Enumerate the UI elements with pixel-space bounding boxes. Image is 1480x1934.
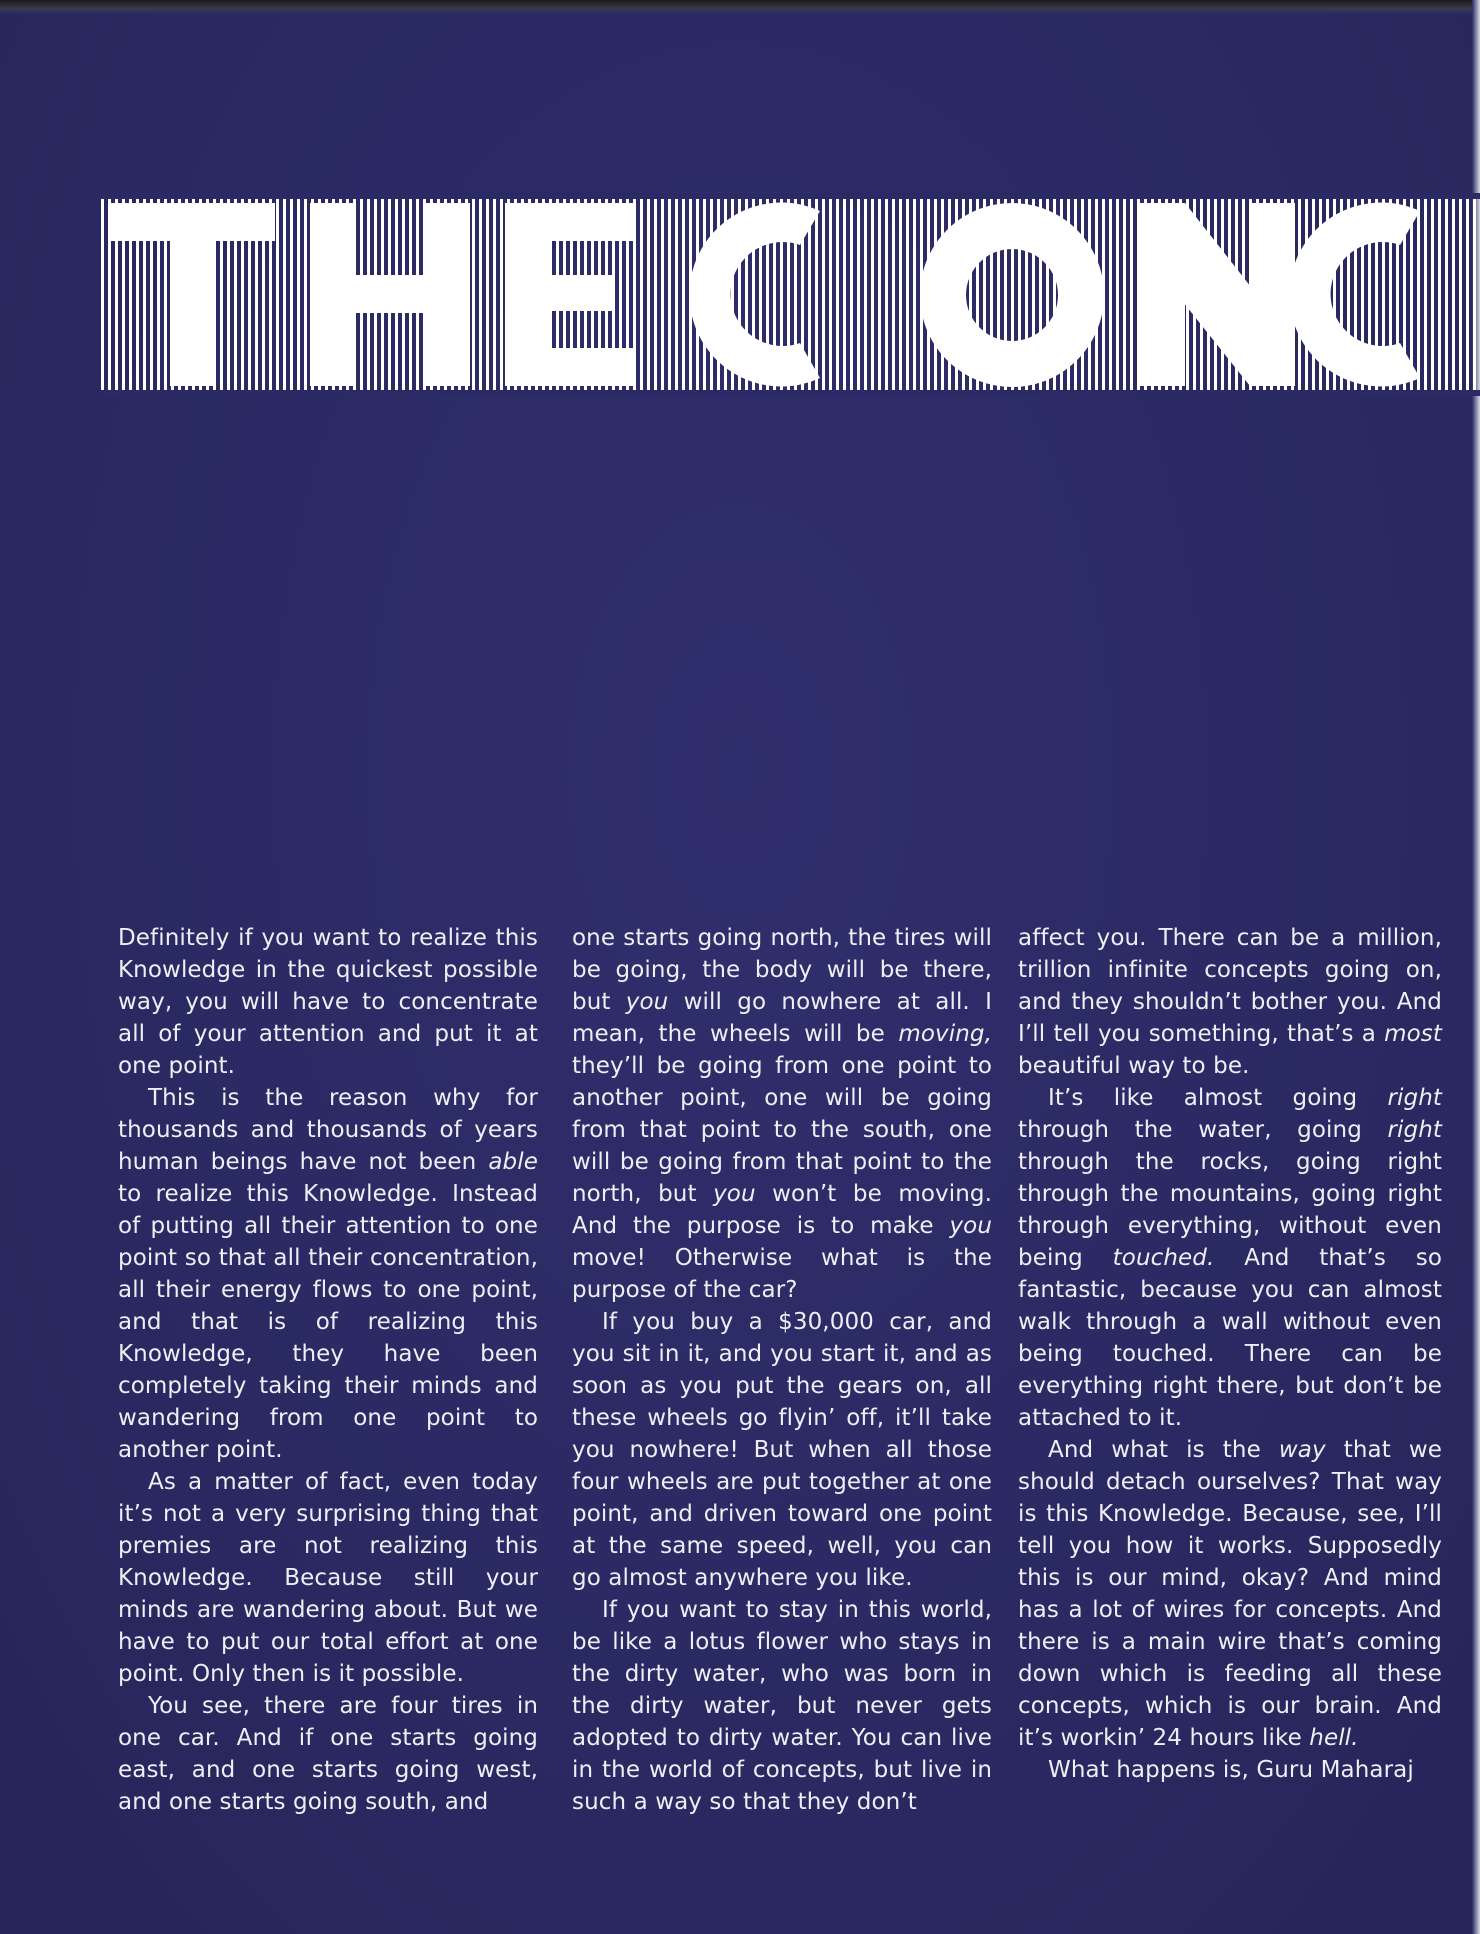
emphasis-text: hell. <box>1309 1725 1359 1751</box>
article-paragraph <box>1018 1434 1442 1754</box>
emphasis-text: most <box>1384 1021 1442 1047</box>
title-striped-lettering <box>100 193 1480 396</box>
paragraph-text: What happens is, Guru Maharaj <box>1048 1757 1414 1783</box>
article-paragraph <box>1018 922 1442 1082</box>
paragraph-text: Definitely if you want to realize this Knowledge in the quickest possible way, you will have to concentrate all of your attention and put it at one point. <box>118 925 538 1079</box>
emphasis-text: touched. <box>1112 1245 1215 1271</box>
paragraph-text: beautiful way to be. <box>1018 1053 1250 1079</box>
paragraph-text: through the rocks, going right through the mountains, going right through everything, without even being <box>1018 1149 1442 1271</box>
paragraph-text: As a matter of fact, even today it’s not a very surprising thing that premies are not realizing this Knowledge. Because still your minds are wandering about. But we have to put our total effort at one point. Only then is it possible. <box>118 1469 538 1687</box>
emphasis-text: way <box>1278 1437 1326 1463</box>
article-paragraph <box>572 1306 992 1594</box>
article-paragraph <box>118 1690 538 1818</box>
paragraph-text: move! Otherwise what is the purpose of the car? <box>572 1245 992 1303</box>
emphasis-text: able <box>488 1149 538 1175</box>
paragraph-text: If you buy a $30,000 car, and you sit in it, and you start it, and as soon as you put the gears on, all these wheels go flyin’ off, it’ll take you nowhere! But when all those four wheels are put together at one point, and driven toward one point at the same speed, well, you can go almost anywhere you like. <box>572 1309 992 1591</box>
emphasis-text: right <box>1387 1085 1442 1111</box>
article-column-3 <box>1018 922 1442 1786</box>
article-paragraph <box>572 1594 992 1818</box>
emphasis-text: right <box>1387 1117 1442 1143</box>
paragraph-text: This is the reason why for thousands and thousands of years human beings have not been <box>118 1085 538 1175</box>
article-column-2 <box>572 922 992 1818</box>
paragraph-text: won’t be moving. And the purpose is to make <box>572 1181 992 1239</box>
paragraph-text: one starts going north, the tires will be going, the body will be there, but <box>572 925 992 1015</box>
paragraph-text: And that’s so fantastic, because you can almost walk through a wall without even being touched. There can be everything right there, but don’t be attached to it. <box>1018 1245 1442 1431</box>
page-top-edge <box>0 0 1480 14</box>
paragraph-text: through the water, going <box>1018 1117 1388 1143</box>
article-paragraph <box>118 1466 538 1690</box>
article-paragraph <box>572 922 992 1306</box>
article-paragraph <box>118 922 538 1082</box>
paragraph-text: It’s like almost going <box>1048 1085 1388 1111</box>
article-column-1 <box>118 922 538 1818</box>
emphasis-text: you <box>949 1213 992 1239</box>
article-paragraph <box>1018 1754 1442 1786</box>
paragraph-text: to realize this Knowledge. Instead of putting all their attention to one point so that all their concentration, all their energy flows to one point, and that is of realizing this Knowledge, they have been completely taking their minds and wandering from one point to another point. <box>118 1181 538 1463</box>
paragraph-text: that we should detach ourselves? That way is this Knowledge. Because, see, I’ll tell you how it works. Supposedly this is our mind, okay? And mind has a lot of wires for concepts. And there is a main wire that’s coming down which is feeding all these concepts, which is our brain. And it’s workin’ 24 hours like <box>1018 1437 1442 1751</box>
paragraph-text: they’ll be going from one point to another point, one will be going from that point to the south, one will be going from that point to the north, but <box>572 1053 992 1207</box>
article-paragraph <box>1018 1082 1442 1434</box>
emphasis-text: you <box>713 1181 756 1207</box>
emphasis-text: moving, <box>898 1021 992 1047</box>
paragraph-text: affect you. There can be a million, trillion infinite concepts going on, and they shouldn’t bother you. And I’ll tell you something, that’s a <box>1018 925 1442 1047</box>
paragraph-text: You see, there are four tires in one car. And if one starts going east, and one starts going west, and one starts going south, and <box>118 1693 538 1815</box>
paragraph-text: will go nowhere at all. I mean, the wheels will be <box>572 989 993 1047</box>
paragraph-text: If you want to stay in this world, be like a lotus flower who stays in the dirty water, who was born in the dirty water, but never gets adopted to dirty water. You can live in the world of concepts, but live in such a way so that they don’t <box>572 1597 992 1815</box>
article-columns <box>118 922 1442 1882</box>
article-paragraph <box>118 1082 538 1466</box>
paragraph-text: And what is the <box>1048 1437 1279 1463</box>
emphasis-text: you <box>625 989 669 1015</box>
